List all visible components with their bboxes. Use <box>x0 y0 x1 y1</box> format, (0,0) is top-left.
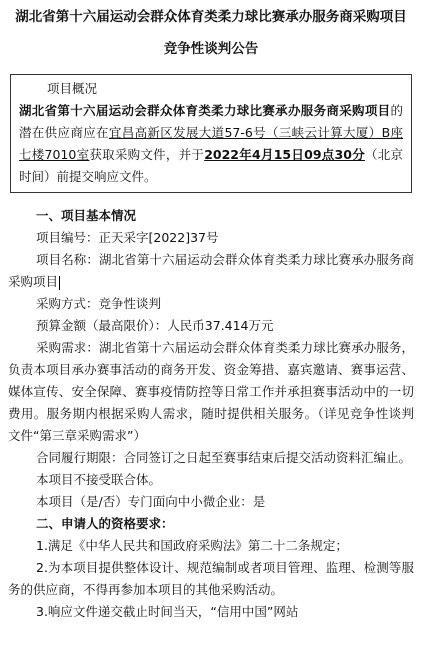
overview-text-end: （北京时间）前提交响应文件。 <box>19 147 403 184</box>
section2-heading: 二、申请人的资格要求： <box>36 516 174 531</box>
overview-address: 宜昌高新区发展大道57-6号（三峡云计算大厦）B座七楼7010室 <box>19 125 403 162</box>
document-subtitle: 竞争性谈判公告 <box>163 41 259 57</box>
project-number-label: 项目编号： <box>36 230 99 245</box>
procurement-method-row <box>8 293 414 315</box>
qualification-item-1: 1.满足《中华人民共和国政府采购法》第二十二条规定； <box>36 538 348 553</box>
contract-period-label: 合同履行期限： <box>36 450 124 465</box>
qualification-item-3: 3.响应文件递交截止时间当天，“信用中国”网站 <box>36 604 299 619</box>
procurement-need-value: 湖北省第十六届运动会群众体育类柔力球比赛承办服务，负责本项目承办赛事活动的商务开发、资金筹措、嘉宾邀请、赛事运营、媒体宣传、安全保障、赛事疫情防控等日常工作并承担赛事活动中的一切费用。服务期内根据采购人需求，随时提供相关服务。（详见竞争性谈判文件“第三章采购需求”） <box>8 340 414 443</box>
project-number-value: 正天采字[2022]37号 <box>98 230 219 245</box>
document-page <box>0 6 422 647</box>
sme-note: 本项目（是/否）专门面向中小微企业：是 <box>36 494 266 509</box>
project-name-label: 项目名称： <box>36 252 100 267</box>
qualification-item-2: 2.为本项目提供整体设计、规范编制或者项目管理、监理、检测等服务的供应商，不得再参加本项目的其他采购活动。 <box>8 560 414 597</box>
overview-project-name: 湖北省第十六届运动会群众体育类柔力球比赛承办服务商采购项目 <box>19 103 391 118</box>
overview-text-get: 获取采购文件，并于 <box>89 147 205 162</box>
procurement-need-label: 采购需求： <box>36 340 100 355</box>
contract-period-value: 合同签订之日起至赛事结束后提交活动资料汇编止。 <box>123 450 412 465</box>
budget-value: 人民币37.414万元 <box>167 318 274 333</box>
project-name-row <box>8 249 414 293</box>
text-cursor <box>59 276 60 290</box>
consortium-note: 本项目不接受联合体。 <box>36 472 162 487</box>
overview-text-mid: 的潜在供应商应在 <box>19 103 403 140</box>
budget-row <box>8 315 414 337</box>
section1-heading: 一、项目基本情况 <box>36 208 137 223</box>
project-overview-box <box>10 74 412 193</box>
overview-paragraph <box>19 100 403 188</box>
document-title: 湖北省第十六届运动会群众体育类柔力球比赛承办服务商采购项目 <box>15 9 407 25</box>
project-number-row <box>8 227 414 249</box>
contract-period-row <box>8 447 414 469</box>
procurement-method-label: 采购方式： <box>36 296 99 311</box>
procurement-need-row <box>8 337 414 447</box>
budget-label: 预算金额（最高限价）： <box>36 318 168 333</box>
overview-deadline: 2022年4月15日09点30分 <box>204 147 365 162</box>
procurement-method-value: 竞争性谈判 <box>98 296 162 311</box>
overview-heading: 项目概况 <box>47 81 98 96</box>
project-name-value: 湖北省第十六届运动会群众体育类柔力球比赛承办服务商采购项目 <box>8 252 414 289</box>
